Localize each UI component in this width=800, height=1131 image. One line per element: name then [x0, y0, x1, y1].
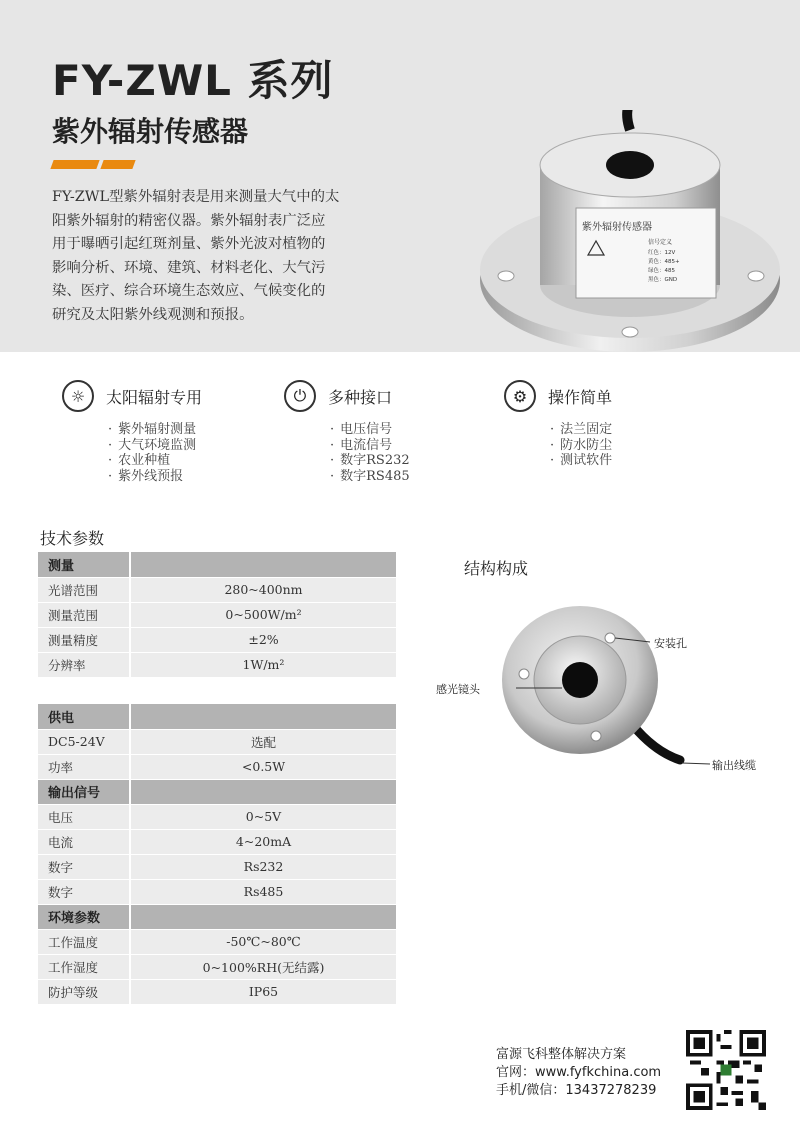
row-value: IP65 — [130, 979, 396, 1004]
row-label: 光谱范围 — [38, 577, 130, 602]
list-item: · 法兰固定 — [550, 422, 612, 438]
list-item: · 数字RS232 — [330, 453, 410, 469]
row-value: Rs232 — [130, 854, 396, 879]
table-row — [38, 729, 396, 754]
row-label: 电流 — [38, 829, 130, 854]
row-label: DC5-24V — [38, 729, 130, 754]
intro-line: 用于曝晒引起红斑剂量、紫外光波对植物的 — [52, 236, 326, 253]
plug-icon: ⏻ — [284, 380, 316, 412]
table-row — [38, 602, 396, 627]
list-item: · 测试软件 — [550, 453, 612, 469]
list-item: · 农业种植 — [108, 453, 196, 469]
product-label-text: 紫外辐射传感器 — [582, 222, 652, 233]
table-section-header — [38, 779, 396, 804]
lens-label: 感光镜头 — [436, 683, 480, 696]
row-label: 分辨率 — [38, 652, 130, 677]
spec-table-power — [38, 704, 396, 1005]
mount-hole-label: 安装孔 — [654, 637, 687, 650]
table-section-header — [38, 552, 396, 577]
structure-title: 结构构成 — [464, 559, 529, 578]
table-row — [38, 854, 396, 879]
intro-line: 影响分析、环境、建筑、材料老化、大气污 — [52, 259, 326, 276]
section-name: 供电 — [38, 704, 130, 729]
table-row — [38, 652, 396, 677]
row-value: ±2% — [130, 627, 396, 652]
row-label: 工作湿度 — [38, 954, 130, 979]
signal-line: 绿色：485 — [648, 268, 675, 274]
qr-code — [686, 1030, 766, 1110]
table-row — [38, 879, 396, 904]
phone: 手机/微信：13437278239 — [496, 1083, 657, 1098]
list-item: · 紫外辐射测量 — [108, 422, 196, 438]
feature-list — [550, 422, 612, 469]
row-value: 0~100%RH(无结露) — [130, 954, 396, 979]
row-value: 0~500W/m² — [130, 602, 396, 627]
list-item: · 电流信号 — [330, 438, 410, 454]
page-subtitle: 紫外辐射传感器 — [52, 115, 249, 148]
feature-title: 太阳辐射专用 — [106, 388, 203, 407]
website: 官网：www.fyfkchina.com — [496, 1065, 662, 1080]
row-value: 4~20mA — [130, 829, 396, 854]
list-item: · 电压信号 — [330, 422, 410, 438]
row-value: 1W/m² — [130, 652, 396, 677]
feature-title: 多种接口 — [328, 388, 393, 407]
table-row — [38, 929, 396, 954]
accent-bar — [100, 160, 135, 169]
feature-list — [330, 422, 410, 484]
row-label: 数字 — [38, 854, 130, 879]
list-item: · 防水防尘 — [550, 438, 612, 454]
sun-icon: ☼ — [62, 380, 94, 412]
section-name: 输出信号 — [38, 779, 130, 804]
row-value: Rs485 — [130, 879, 396, 904]
row-label: 数字 — [38, 879, 130, 904]
intro-line: 研究及太阳紫外线观测和预报。 — [52, 306, 254, 323]
row-label: 工作温度 — [38, 929, 130, 954]
row-label: 功率 — [38, 754, 130, 779]
table-section-header — [38, 704, 396, 729]
row-value: -50℃~80℃ — [130, 929, 396, 954]
list-item: · 大气环境监测 — [108, 438, 196, 454]
section-name: 测量 — [38, 552, 130, 577]
signal-line: 红色：12V — [648, 250, 676, 256]
cable-label: 输出线缆 — [712, 759, 756, 772]
intro-line: FY-ZWL型紫外辐射表是用来测量大气中的太 — [52, 189, 340, 205]
spec-table-measure — [38, 552, 396, 678]
row-label: 测量精度 — [38, 627, 130, 652]
table-row — [38, 804, 396, 829]
page-title: FY-ZWL 系列 — [52, 56, 334, 105]
table-section-header — [38, 904, 396, 929]
intro-text — [52, 186, 404, 328]
row-label: 电压 — [38, 804, 130, 829]
table-row — [38, 577, 396, 602]
intro-line: 阳紫外辐射的精密仪器。紫外辐射表广泛应 — [52, 212, 326, 229]
feature-list — [108, 422, 196, 484]
table-row — [38, 829, 396, 854]
signal-title: 信号定义 — [648, 239, 673, 246]
section-name: 环境参数 — [38, 904, 130, 929]
row-value: 选配 — [130, 729, 396, 754]
spec-title: 技术参数 — [40, 529, 105, 548]
product-image — [470, 110, 790, 360]
table-row — [38, 627, 396, 652]
list-item: · 紫外线预报 — [108, 469, 196, 485]
signal-line: 黄色：485+ — [648, 259, 680, 265]
row-label: 防护等级 — [38, 979, 130, 1004]
row-value: 280~400nm — [130, 577, 396, 602]
row-value: <0.5W — [130, 754, 396, 779]
company-name: 富源飞科整体解决方案 — [496, 1047, 627, 1062]
table-row — [38, 954, 396, 979]
signal-line: 黑色：GND — [648, 277, 678, 283]
feature-title: 操作简单 — [548, 388, 613, 407]
accent-bar — [50, 160, 99, 169]
table-row — [38, 754, 396, 779]
row-label: 测量范围 — [38, 602, 130, 627]
row-value: 0~5V — [130, 804, 396, 829]
table-row — [38, 979, 396, 1004]
intro-line: 染、医疗、综合环境生态效应、气候变化的 — [52, 283, 326, 300]
contact-info — [496, 1046, 661, 1100]
gear-icon: ⚙ — [504, 380, 536, 412]
list-item: · 数字RS485 — [330, 469, 410, 485]
